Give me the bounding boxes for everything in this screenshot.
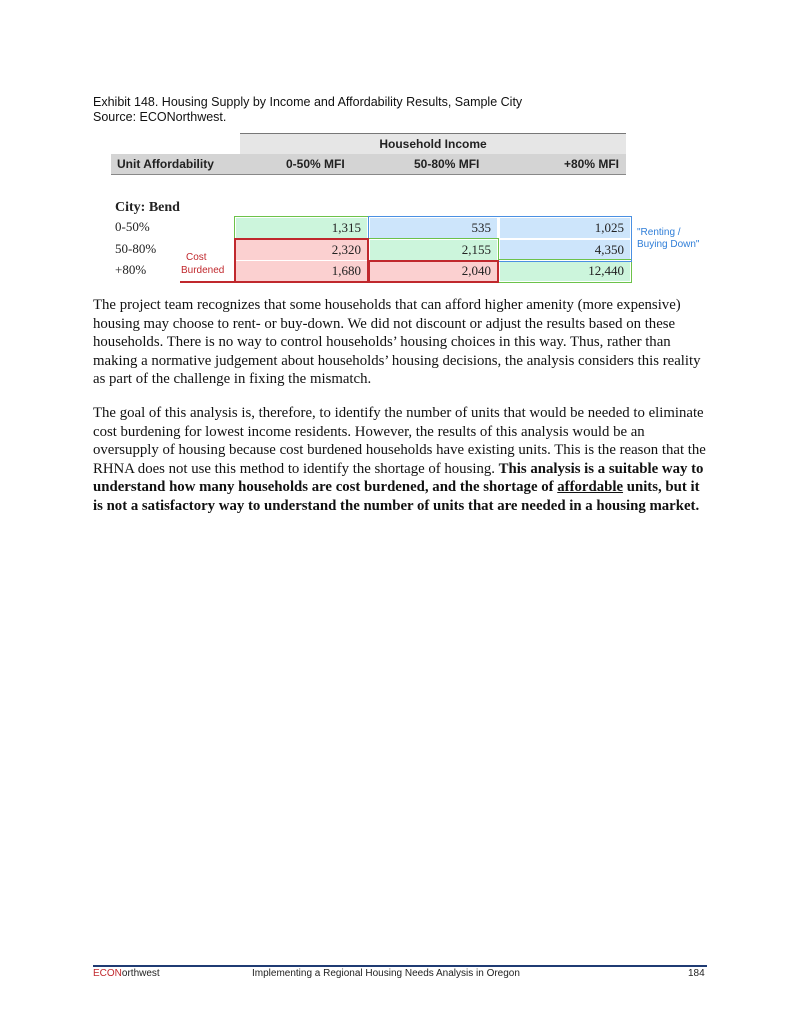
blue-highlight-box [368, 216, 632, 262]
page-number: 184 [688, 968, 705, 979]
green-highlight-box [498, 259, 632, 283]
row-label-50-80: 50-80% [115, 241, 157, 256]
renting-buying-down-note [637, 227, 699, 251]
column-header-80-plus: +80% MFI [564, 157, 620, 171]
household-income-label: Household Income [379, 137, 487, 151]
red-highlight-box [368, 260, 499, 283]
row-label-0-50: 0-50% [115, 219, 150, 234]
renting-label: "Renting / [637, 227, 681, 238]
exhibit-source: Source: ECONorthwest. [93, 110, 227, 124]
paragraph-1: The project team recognizes that some households that can afford higher amenity (more expensive) housing may choose to rent- or buy-down. We did not discount or adjust the results based on these households. There is no way to control households’ housing choices in this way. Thus, rather than making a normative judgement about households’ housing decisions, the analysis considers this reality as part of the challenge in fixing the mismatch. [93, 297, 701, 387]
table-header-row [111, 154, 626, 175]
footer-rule [93, 965, 707, 967]
column-header-0-50: 0-50% MFI [286, 157, 345, 171]
column-header-50-80: 50-80% MFI [414, 157, 480, 171]
table-cell: 1,680 [236, 261, 367, 281]
paragraph-2-plain: The goal of this analysis is, therefore, to identify the number of units that would be needed to eliminate cost burdening for lowest income residents. However, the results of this analysis would be an oversupply of housing because cost burdened households have existing units. This is the reason that the RHNA does not use this method to identify the shortage of housing. [93, 405, 706, 477]
affordable-underlined: affordable [557, 479, 624, 495]
exhibit-title: Exhibit 148. Housing Supply by Income and Affordability Results, Sample City [93, 95, 523, 109]
table-cell: 2,320 [236, 240, 367, 260]
footer-brand [93, 968, 160, 980]
unit-affordability-header: Unit Affordability [117, 157, 214, 171]
table-cell: 4,350 [500, 240, 630, 260]
table-cell: 535 [370, 218, 497, 238]
table-cell: 1,315 [236, 218, 367, 238]
paragraph-2-bold-a: This analysis is a suitable way to understand how many households are cost burdened, and the shortage of [93, 460, 704, 495]
footer-brand-econ: ECON [93, 968, 122, 979]
table-cell: 1,025 [500, 218, 630, 238]
row-label-80-plus: +80% [115, 262, 147, 277]
table-cell: 2,155 [370, 240, 497, 260]
footer-title: Implementing a Regional Housing Needs Analysis in Oregon [252, 968, 520, 979]
green-highlight-box [234, 216, 369, 240]
burdened-label: Burdened [181, 265, 225, 276]
paragraph-2-bold-b: units, but it is not a satisfactory way to understand the number of units that are needed in a housing market. [93, 479, 700, 514]
red-highlight-box [234, 238, 369, 283]
household-income-header [240, 133, 626, 155]
table-cell: 2,040 [370, 261, 497, 281]
paragraph-2 [93, 404, 711, 515]
cost-burdened-underline [180, 281, 236, 283]
footer-brand-rest: orthwest [121, 968, 160, 979]
table-cell: 12,440 [500, 261, 630, 281]
buying-down-label: Buying Down" [637, 239, 700, 250]
city-label: City: Bend [115, 200, 180, 215]
exhibit-caption [93, 95, 522, 125]
cost-label: Cost [186, 252, 207, 263]
